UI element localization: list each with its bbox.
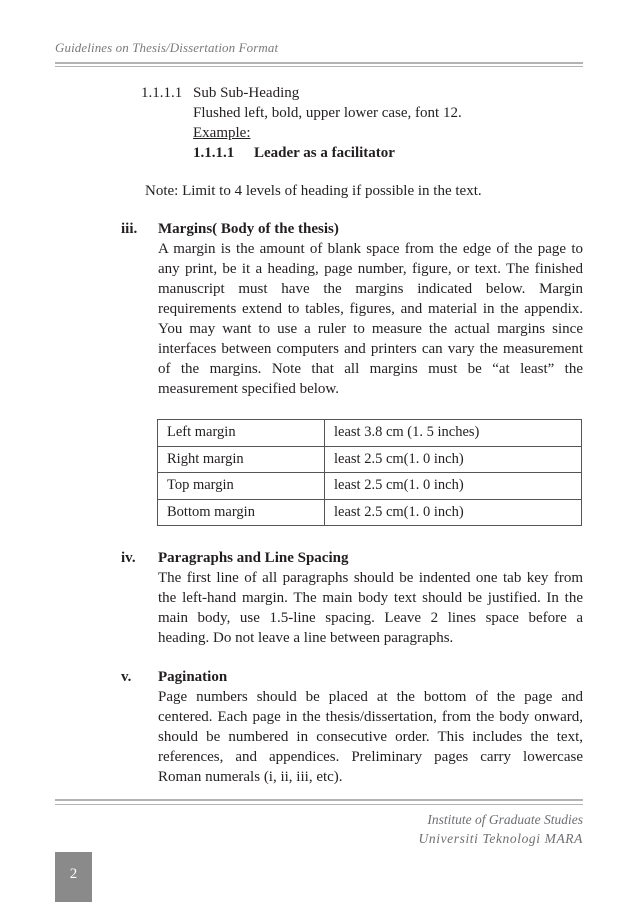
table-cell-label: Top margin: [158, 473, 325, 500]
table-row: [158, 499, 582, 526]
body-line: of the margins. Note that all margins must be “at least” the: [158, 361, 583, 377]
table-cell-label: Right margin: [158, 446, 325, 473]
footer-rule-thick: [55, 799, 583, 801]
body-line: A margin is the amount of blank space from the edge of the page to: [158, 241, 583, 257]
footer-rule-thin: [55, 804, 583, 805]
table-cell-value: least 2.5 cm(1. 0 inch): [325, 446, 582, 473]
note-text: Note: Limit to 4 levels of heading if possible in the text.: [145, 183, 482, 199]
section-title-pagination: Pagination: [158, 669, 228, 685]
margins-table: [157, 419, 582, 526]
sub-heading-title: Sub Sub-Heading: [193, 85, 300, 101]
table-row: [158, 446, 582, 473]
section-title-margins: Margins( Body of the thesis): [158, 221, 339, 237]
table-cell-label: Bottom margin: [158, 499, 325, 526]
footer-institute: Institute of Graduate Studies: [427, 812, 583, 827]
section-numeral-iv: iv.: [121, 550, 136, 566]
section-numeral-v: v.: [121, 669, 132, 685]
section-title-paragraphs: Paragraphs and Line Spacing: [158, 550, 349, 566]
body-line: heading. Do not leave a line between paragraphs.: [158, 630, 454, 646]
footer-university: Universiti Teknologi MARA: [418, 831, 583, 846]
body-line: manuscript must have the margins indicated below. Margin: [158, 281, 583, 297]
example-title: Leader as a facilitator: [254, 145, 395, 161]
table-row: [158, 473, 582, 500]
header-rule-thick: [55, 62, 583, 64]
body-line: measurement specified below.: [158, 381, 340, 397]
table-cell-value: least 2.5 cm(1. 0 inch): [325, 473, 582, 500]
section-numeral-iii: iii.: [121, 221, 138, 237]
table-cell-value: least 3.8 cm (1. 5 inches): [325, 420, 582, 447]
running-header: Guidelines on Thesis/Dissertation Format: [55, 40, 279, 55]
body-line: references, and appendices. Preliminary pages carry lowercase: [158, 749, 583, 765]
table-cell-value: least 2.5 cm(1. 0 inch): [325, 499, 582, 526]
header-rule-thin: [55, 66, 583, 67]
body-line: requirements extend to tables, figures, and material in the appendix.: [158, 301, 583, 317]
body-line: Roman numerals (i, ii, iii, etc).: [158, 769, 343, 785]
body-line: main body, use 1.5-line spacing. Leave 2 lines space before a: [158, 610, 583, 626]
body-line: You may want to use a ruler to measure the actual margins since: [158, 321, 583, 337]
body-line: Page numbers should be placed at the bottom of the page and: [158, 689, 583, 705]
body-line: The first line of all paragraphs should be indented one tab key from: [158, 570, 583, 586]
body-line: interfaces between computers and printers can vary the measurement: [158, 341, 583, 357]
body-line: centered. Each page in the thesis/dissertation, from the body onward,: [158, 709, 583, 725]
table-row: [158, 420, 582, 447]
sub-heading-description: Flushed left, bold, upper lower case, font 12.: [193, 105, 462, 121]
table-cell-label: Left margin: [158, 420, 325, 447]
example-number: 1.1.1.1: [193, 145, 235, 161]
example-label: Example:: [193, 125, 251, 141]
body-line: the left-hand margin. The main body text should be justified. In the: [158, 590, 583, 606]
sub-heading-number: 1.1.1.1: [141, 85, 183, 101]
body-line: any print, be it a heading, page number, figure, or text. The finished: [158, 261, 583, 277]
body-line: should be numbered in consecutive order. This includes the text,: [158, 729, 583, 745]
page-number: 2: [55, 852, 92, 902]
